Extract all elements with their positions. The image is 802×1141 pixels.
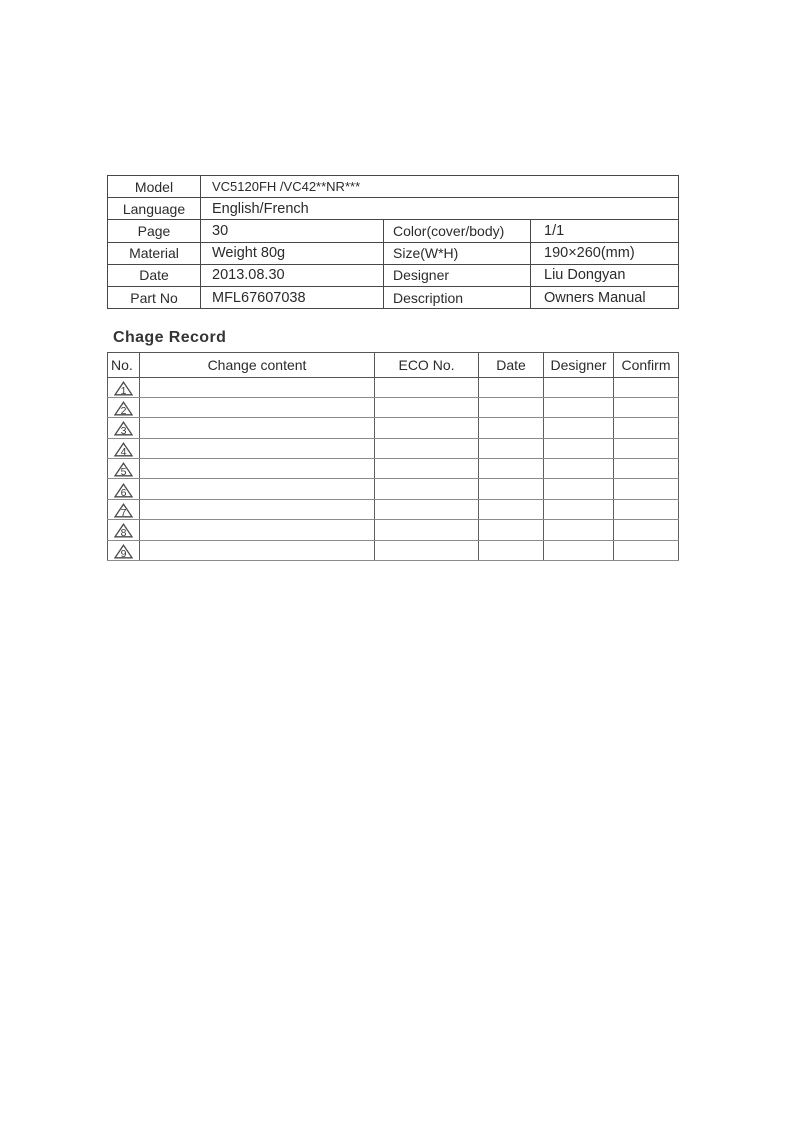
svg-text:8: 8: [120, 527, 127, 539]
spec-label-partno: Part No: [108, 286, 201, 308]
column-header-confirm: Confirm: [614, 353, 679, 378]
table-row: [108, 459, 679, 479]
cell-designer: [544, 540, 614, 560]
cell-change-content: [140, 377, 375, 397]
cell-confirm: [614, 479, 679, 499]
table-row: [108, 176, 679, 198]
spec-value-language: English/French: [201, 198, 679, 220]
cell-eco-no: [375, 438, 479, 458]
cell-designer: [544, 377, 614, 397]
revision-triangle-icon: [114, 483, 133, 498]
revision-triangle-icon: [114, 544, 133, 559]
svg-text:7: 7: [120, 506, 127, 518]
table-row: [108, 242, 679, 264]
spec-value-description: Owners Manual: [531, 286, 679, 308]
cell-designer: [544, 438, 614, 458]
cell-designer: [544, 418, 614, 438]
spec-label-size: Size(W*H): [384, 242, 531, 264]
cell-confirm: [614, 540, 679, 560]
revision-number-cell: [108, 438, 140, 458]
cell-designer: [544, 397, 614, 417]
cell-date: [479, 479, 544, 499]
spec-label-description: Description: [384, 286, 531, 308]
svg-text:2: 2: [120, 404, 127, 416]
spec-value-designer: Liu Dongyan: [531, 264, 679, 286]
revision-number-cell: [108, 397, 140, 417]
table-row: [108, 220, 679, 242]
revision-number-cell: [108, 459, 140, 479]
spec-value-material: Weight 80g: [201, 242, 384, 264]
spec-table: [107, 175, 679, 309]
cell-confirm: [614, 499, 679, 519]
table-row: [108, 499, 679, 519]
revision-triangle-icon: [114, 421, 133, 436]
revision-number-cell: [108, 418, 140, 438]
cell-change-content: [140, 397, 375, 417]
spec-label-language: Language: [108, 198, 201, 220]
cell-confirm: [614, 459, 679, 479]
svg-text:4: 4: [120, 445, 127, 457]
svg-text:5: 5: [120, 466, 127, 478]
spec-label-color: Color(cover/body): [384, 220, 531, 242]
spec-label-designer: Designer: [384, 264, 531, 286]
cell-confirm: [614, 377, 679, 397]
spec-value-date: 2013.08.30: [201, 264, 384, 286]
spec-value-page: 30: [201, 220, 384, 242]
change-record-table: [107, 352, 679, 561]
cell-date: [479, 418, 544, 438]
spec-label-material: Material: [108, 242, 201, 264]
cell-change-content: [140, 540, 375, 560]
cell-confirm: [614, 418, 679, 438]
cell-eco-no: [375, 397, 479, 417]
cell-designer: [544, 499, 614, 519]
column-header-date: Date: [479, 353, 544, 378]
spec-value-size: 190×260(mm): [531, 242, 679, 264]
cell-eco-no: [375, 459, 479, 479]
cell-date: [479, 520, 544, 540]
table-row: [108, 198, 679, 220]
column-header-change-content: Change content: [140, 353, 375, 378]
revision-number-cell: [108, 540, 140, 560]
cell-change-content: [140, 479, 375, 499]
svg-text:3: 3: [120, 425, 127, 437]
cell-date: [479, 438, 544, 458]
revision-number-cell: [108, 520, 140, 540]
column-header-no: No.: [108, 353, 140, 378]
revision-number-cell: [108, 479, 140, 499]
table-row: [108, 286, 679, 308]
cell-confirm: [614, 438, 679, 458]
cell-date: [479, 459, 544, 479]
table-row: [108, 438, 679, 458]
spec-label-page: Page: [108, 220, 201, 242]
cell-date: [479, 540, 544, 560]
revision-triangle-icon: [114, 442, 133, 457]
revision-number-cell: [108, 499, 140, 519]
table-row: [108, 479, 679, 499]
column-header-eco-no: ECO No.: [375, 353, 479, 378]
revision-triangle-icon: [114, 462, 133, 477]
revision-triangle-icon: [114, 503, 133, 518]
cell-designer: [544, 459, 614, 479]
table-row: [108, 418, 679, 438]
cell-date: [479, 377, 544, 397]
spec-value-color: 1/1: [531, 220, 679, 242]
spec-label-model: Model: [108, 176, 201, 198]
cell-designer: [544, 479, 614, 499]
cell-confirm: [614, 397, 679, 417]
svg-text:9: 9: [120, 547, 127, 559]
revision-triangle-icon: [114, 401, 133, 416]
cell-change-content: [140, 499, 375, 519]
cell-date: [479, 499, 544, 519]
cell-change-content: [140, 459, 375, 479]
svg-text:1: 1: [120, 384, 127, 396]
spec-value-model: VC5120FH /VC42**NR***: [201, 176, 679, 198]
cell-eco-no: [375, 499, 479, 519]
column-header-designer: Designer: [544, 353, 614, 378]
cell-designer: [544, 520, 614, 540]
spec-label-date: Date: [108, 264, 201, 286]
spec-value-partno: MFL67607038: [201, 286, 384, 308]
cell-eco-no: [375, 418, 479, 438]
cell-change-content: [140, 438, 375, 458]
revision-triangle-icon: [114, 381, 133, 396]
cell-change-content: [140, 418, 375, 438]
table-row: [108, 264, 679, 286]
cell-eco-no: [375, 520, 479, 540]
cell-change-content: [140, 520, 375, 540]
revision-number-cell: [108, 377, 140, 397]
svg-text:6: 6: [120, 486, 127, 498]
cell-eco-no: [375, 377, 479, 397]
revision-triangle-icon: [114, 523, 133, 538]
cell-confirm: [614, 520, 679, 540]
cell-eco-no: [375, 540, 479, 560]
change-record-title: Chage Record: [113, 329, 227, 346]
table-row: [108, 520, 679, 540]
table-header-row: [108, 353, 679, 378]
cell-date: [479, 397, 544, 417]
table-row: [108, 397, 679, 417]
table-row: [108, 540, 679, 560]
cell-eco-no: [375, 479, 479, 499]
table-row: [108, 377, 679, 397]
